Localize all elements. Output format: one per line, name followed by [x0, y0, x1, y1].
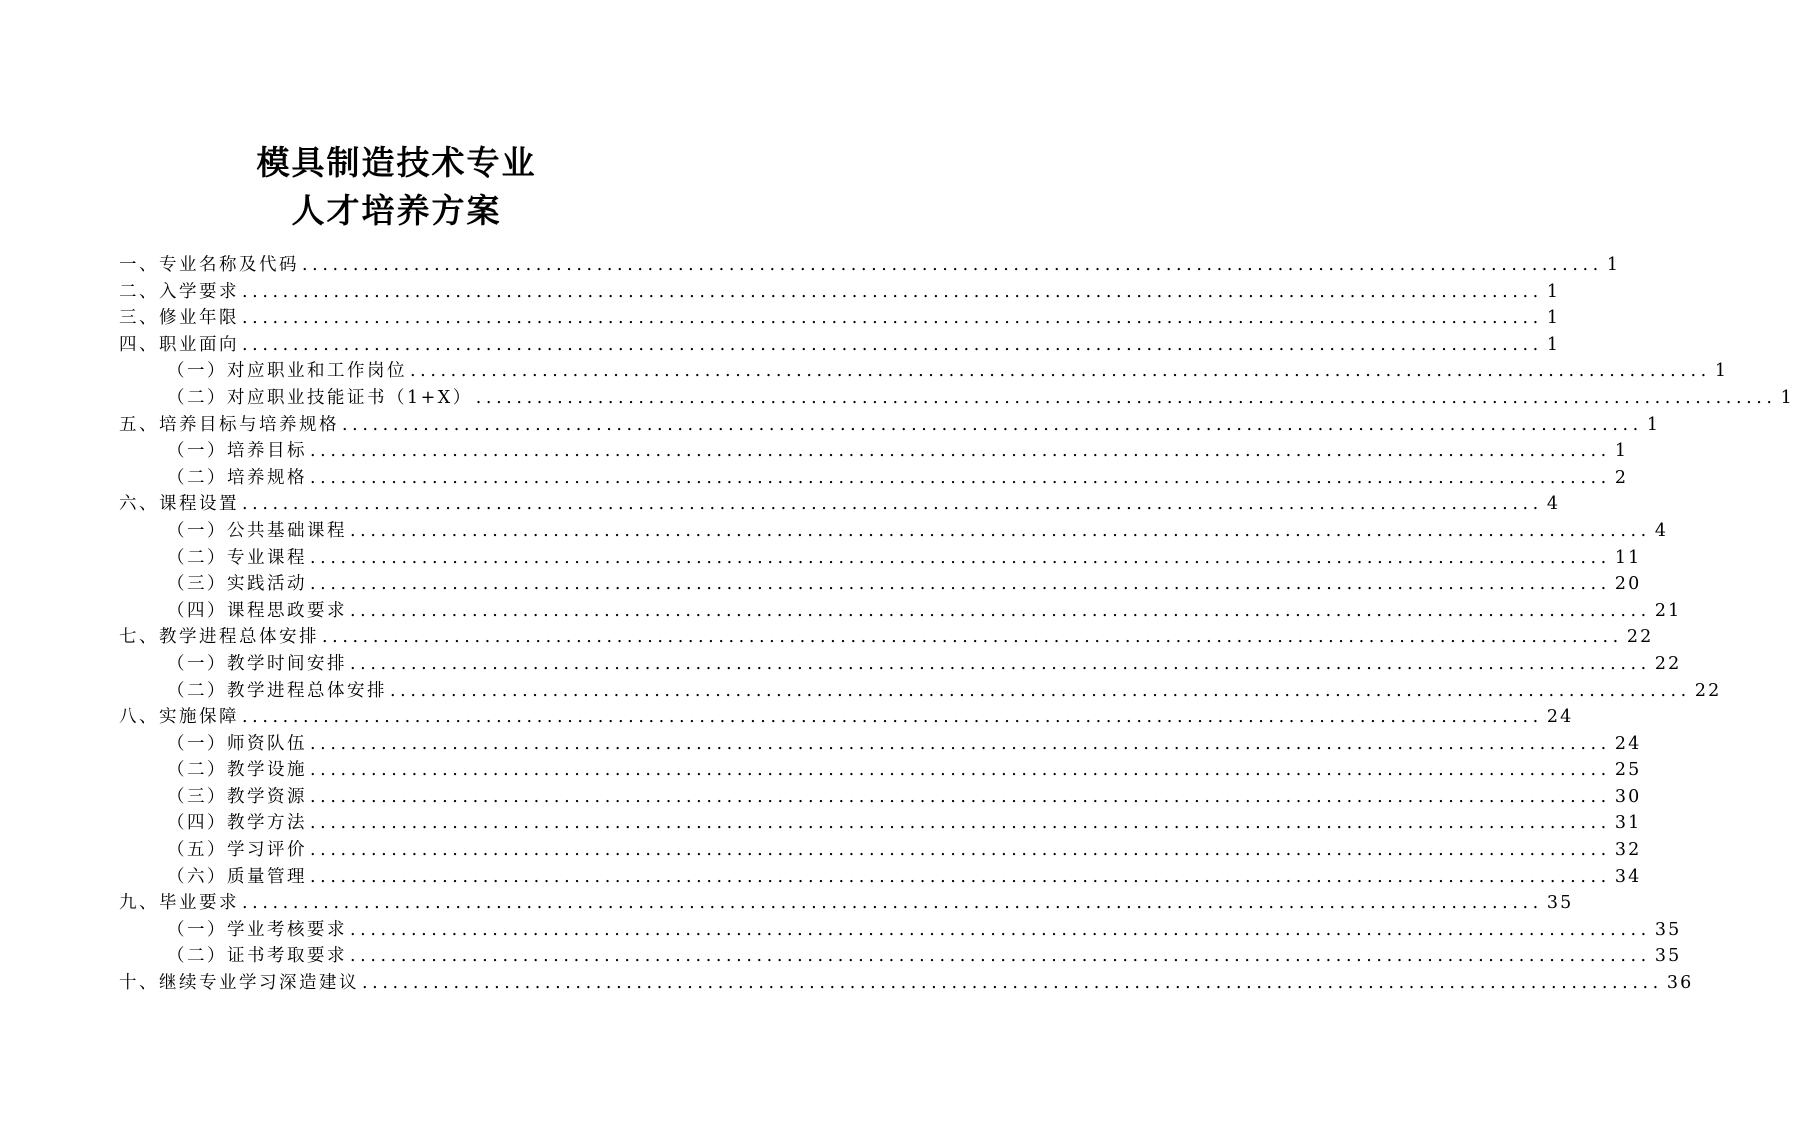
toc-dot-leader: ................................................................................................................................ — [350, 600, 1651, 621]
toc-entry-label: （四）课程思政要求 — [167, 600, 347, 621]
toc-page-number: 36 — [1666, 973, 1694, 994]
toc-dot-leader: ................................................................................................................................ — [310, 574, 1611, 595]
toc-entry-label: （五）学习评价 — [167, 840, 307, 861]
toc-entry[interactable] — [119, 411, 1661, 438]
toc-page-number: 20 — [1614, 574, 1642, 595]
toc-entry-label: （一）教学时间安排 — [167, 653, 347, 674]
toc-entry[interactable] — [119, 969, 1694, 996]
toc-subentry[interactable] — [119, 437, 1629, 464]
toc-subentry[interactable] — [119, 517, 1669, 544]
toc-dot-leader: ................................................................................................................................ — [475, 387, 1777, 408]
toc-entry-label: 七、教学进程总体安排 — [119, 627, 319, 648]
toc-dot-leader: ................................................................................................................................ — [350, 653, 1651, 674]
toc-entry-label: 一、专业名称及代码 — [119, 255, 299, 275]
toc-dot-leader: ................................................................................................................................ — [390, 680, 1691, 701]
toc-page-number: 24 — [1614, 733, 1642, 754]
toc-entry-label: 三、修业年限 — [119, 308, 239, 329]
toc-page-number: 22 — [1654, 653, 1682, 674]
toc-dot-leader: ................................................................................................................................ — [310, 441, 1611, 462]
toc-entry-label: （二）培养规格 — [167, 467, 307, 488]
toc-entry-label: （三）实践活动 — [167, 574, 307, 595]
toc-page-number: 4 — [1546, 494, 1561, 515]
toc-dot-leader: ................................................................................................................................ — [310, 840, 1611, 861]
toc-entry-label: （二）对应职业技能证书（1+X） — [167, 387, 473, 408]
document-title-line-1: 模具制造技术专业 — [256, 143, 537, 182]
toc-page-number: 11 — [1614, 547, 1642, 568]
toc-dot-leader: ................................................................................................................................ — [242, 308, 1543, 329]
toc-page-number: 35 — [1546, 893, 1574, 914]
toc-entry-label: （六）质量管理 — [167, 866, 307, 887]
toc-subentry[interactable] — [119, 357, 1729, 384]
toc-dot-leader: ................................................................................................................................ — [410, 361, 1711, 382]
toc-entry-label: （二）教学设施 — [167, 760, 307, 781]
toc-page-number: 22 — [1694, 680, 1722, 701]
toc-dot-leader: ................................................................................................................................ — [310, 813, 1611, 834]
toc-subentry[interactable] — [119, 756, 1642, 783]
toc-dot-leader: ................................................................................................................................ — [242, 707, 1543, 728]
toc-page-number: 1 — [1780, 387, 1794, 408]
toc-entry-label: （一）师资队伍 — [167, 733, 307, 754]
toc-dot-leader: ................................................................................................................................ — [310, 467, 1611, 488]
toc-subentry[interactable] — [119, 464, 1629, 491]
toc-dot-leader: ................................................................................................................................ — [350, 946, 1651, 967]
toc-dot-leader: ................................................................................................................................ — [302, 255, 1603, 275]
toc-entry[interactable] — [119, 331, 1561, 358]
toc-page-number: 30 — [1614, 786, 1642, 807]
toc-page-number: 22 — [1626, 627, 1654, 648]
toc-page-number: 1 — [1714, 361, 1729, 382]
toc-dot-leader: ................................................................................................................................ — [242, 494, 1543, 515]
toc-subentry[interactable] — [119, 783, 1642, 810]
toc-page-number: 25 — [1614, 760, 1642, 781]
toc-page-number: 34 — [1614, 866, 1642, 887]
toc-entry[interactable] — [119, 623, 1654, 650]
toc-subentry[interactable] — [119, 597, 1682, 624]
toc-entry-label: （一）公共基础课程 — [167, 520, 347, 541]
toc-dot-leader: ................................................................................................................................ — [242, 281, 1543, 302]
table-of-contents — [119, 251, 1794, 996]
toc-subentry[interactable] — [119, 863, 1642, 890]
toc-page-number: 31 — [1614, 813, 1642, 834]
toc-page-number: 1 — [1614, 441, 1629, 462]
toc-subentry[interactable] — [119, 544, 1642, 571]
toc-entry-label: （二）证书考取要求 — [167, 946, 347, 967]
toc-dot-leader: ................................................................................................................................ — [342, 414, 1643, 435]
toc-dot-leader: ................................................................................................................................ — [350, 520, 1651, 541]
toc-page-number: 1 — [1546, 334, 1561, 355]
toc-dot-leader: ................................................................................................................................ — [310, 866, 1611, 887]
toc-entry-label: （一）对应职业和工作岗位 — [167, 361, 407, 382]
toc-subentry[interactable] — [119, 730, 1642, 757]
toc-dot-leader: ................................................................................................................................ — [310, 760, 1611, 781]
toc-subentry[interactable] — [119, 650, 1682, 677]
toc-page-number: 2 — [1614, 467, 1629, 488]
toc-entry-label: 二、入学要求 — [119, 281, 239, 302]
toc-subentry[interactable] — [119, 836, 1642, 863]
document-title-line-2: 人才培养方案 — [291, 191, 502, 230]
toc-entry[interactable] — [119, 889, 1574, 916]
toc-subentry[interactable] — [119, 942, 1682, 969]
toc-subentry[interactable] — [119, 570, 1642, 597]
toc-dot-leader: ................................................................................................................................ — [242, 334, 1543, 355]
toc-entry-label: （四）教学方法 — [167, 813, 307, 834]
toc-entry-label: （二）教学进程总体安排 — [167, 680, 387, 701]
toc-page-number: 35 — [1654, 946, 1682, 967]
toc-page-number: 1 — [1546, 308, 1561, 329]
toc-page-number: 4 — [1654, 520, 1669, 541]
toc-entry-label: 十、继续专业学习深造建议 — [119, 973, 359, 994]
toc-dot-leader: ................................................................................................................................ — [310, 733, 1611, 754]
toc-page-number: 24 — [1546, 707, 1574, 728]
toc-entry-label: （二）专业课程 — [167, 547, 307, 568]
toc-entry-label: （一）学业考核要求 — [167, 919, 347, 940]
toc-dot-leader: ................................................................................................................................ — [242, 893, 1543, 914]
toc-dot-leader: ................................................................................................................................ — [362, 973, 1663, 994]
toc-page-number: 21 — [1654, 600, 1682, 621]
toc-entry-label: 九、毕业要求 — [119, 893, 239, 914]
toc-entry-label: 六、课程设置 — [119, 494, 239, 515]
toc-dot-leader: ................................................................................................................................ — [310, 547, 1611, 568]
toc-dot-leader: ................................................................................................................................ — [322, 627, 1623, 648]
toc-page-number: 32 — [1614, 840, 1642, 861]
toc-entry[interactable] — [119, 251, 1621, 278]
toc-page-number: 1 — [1606, 255, 1621, 275]
toc-entry[interactable] — [119, 304, 1561, 331]
toc-entry-label: 五、培养目标与培养规格 — [119, 414, 339, 435]
toc-page-number: 1 — [1646, 414, 1661, 435]
toc-page-number: 1 — [1546, 281, 1561, 302]
toc-dot-leader: ................................................................................................................................ — [350, 919, 1651, 940]
toc-entry-label: 四、职业面向 — [119, 334, 239, 355]
toc-entry-label: （三）教学资源 — [167, 786, 307, 807]
toc-subentry[interactable] — [119, 384, 1794, 411]
toc-dot-leader: ................................................................................................................................ — [310, 786, 1611, 807]
toc-page-number: 35 — [1654, 919, 1682, 940]
toc-entry[interactable] — [119, 278, 1561, 305]
toc-entry[interactable] — [119, 703, 1574, 730]
toc-entry[interactable] — [119, 490, 1561, 517]
toc-subentry[interactable] — [119, 916, 1682, 943]
toc-entry-label: 八、实施保障 — [119, 707, 239, 728]
toc-subentry[interactable] — [119, 809, 1642, 836]
toc-entry-label: （一）培养目标 — [167, 441, 307, 462]
toc-subentry[interactable] — [119, 677, 1722, 704]
